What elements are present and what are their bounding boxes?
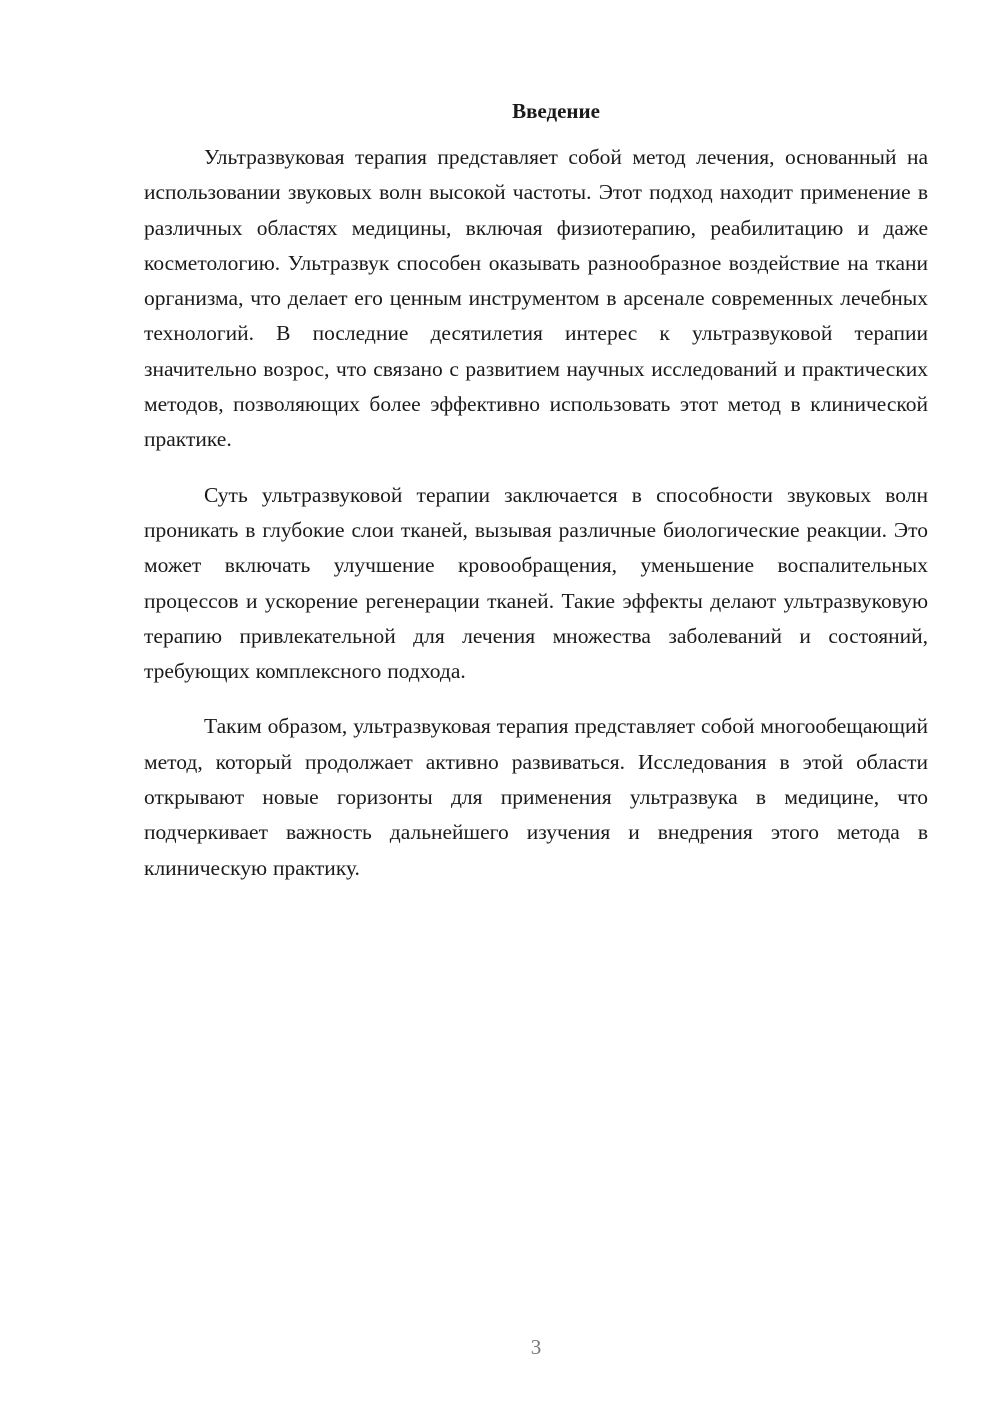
page-number: 3: [530, 1335, 542, 1359]
paragraph-essence: Суть ультразвуковой терапии заключается в способности звуковых волн проникать в глубокие слои тканей, вызывая различные биологические реакции. Это может включать улучшение кровообращения, уменьшение воспалительных процессов и ускорение регенерации тканей. Такие эффекты делают ультразвуковую терапию привлекательной для лечения множества заболеваний и состояний, требующих комплексного подхода.: [144, 482, 928, 684]
paragraph-conclusion: Таким образом, ультразвуковая терапия представляет собой многообещающий метод, который продолжает активно развиваться. Исследования в этой области открывают новые горизонты для применения ультразвука в медицине, что подчеркивает важность дальнейшего изучения и внедрения этого метода в клиническую практику.: [144, 714, 928, 880]
paragraph-introduction: Ультразвуковая терапия представляет собой метод лечения, основанный на использовании звуковых волн высокой частоты. Этот подход находит применение в различных областях медицины, включая физиотерапию, реабилитацию и даже косметологию. Ультразвук способен оказывать разнообразное воздействие на ткани организма, что делает его ценным инструментом в арсенале современных лечебных технологий. В последние десятилетия интерес к ультразвуковой терапии значительно возрос, что связано с развитием научных исследований и практических методов, позволяющих более эффективно использовать этот метод в клинической практике.: [144, 145, 928, 452]
page-content: [144, 96, 928, 906]
section-heading: Введение: [512, 99, 600, 123]
